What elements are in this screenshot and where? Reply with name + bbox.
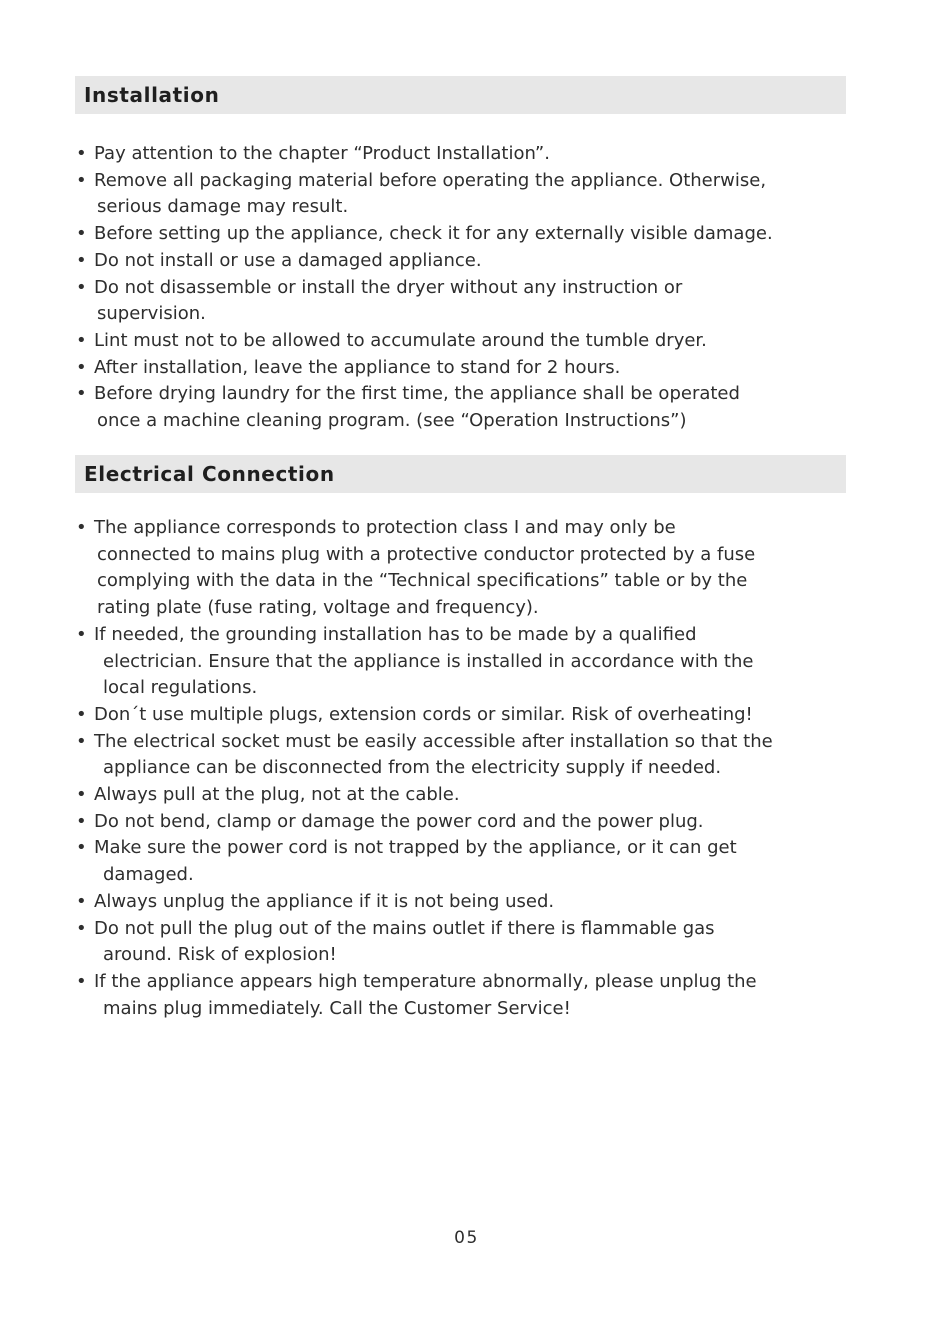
bullet-dot: • — [76, 169, 87, 191]
list-item — [76, 248, 846, 275]
bullet-dot: • — [76, 784, 87, 806]
list-item — [76, 381, 846, 434]
bullet-dot: • — [76, 356, 87, 378]
list-item-text-line: connected to mains plug with a protective conductor protected by a fuse — [97, 543, 756, 565]
list-item-text-line: serious damage may result. — [97, 196, 349, 218]
list-item — [76, 702, 846, 729]
list-item-text-line: Always pull at the plug, not at the cable. — [94, 784, 460, 806]
bullet-dot: • — [76, 276, 87, 298]
list-item — [76, 916, 846, 969]
bullet-dot: • — [76, 730, 87, 752]
list-item-text-line: rating plate (fuse rating, voltage and frequency). — [97, 597, 539, 619]
bullet-dot: • — [76, 143, 87, 164]
page-number: 05 — [454, 1228, 479, 1248]
list-item-text-line: Before setting up the appliance, check it for any externally visible damage. — [94, 223, 773, 245]
electrical-connection-list — [76, 515, 846, 1022]
list-item — [76, 221, 846, 248]
list-item-text-line: If the appliance appears high temperature abnormally, please unplug the — [94, 970, 757, 992]
list-item — [76, 622, 846, 702]
list-item-text-line: The appliance corresponds to protection class I and may only be — [94, 517, 676, 538]
list-item-text-line: once a machine cleaning program. (see “Operation Instructions”) — [97, 410, 687, 432]
list-item-text-line: Do not bend, clamp or damage the power cord and the power plug. — [94, 810, 704, 832]
bullet-dot: • — [76, 223, 87, 245]
list-item — [76, 141, 846, 168]
list-item-text-line: Don´t use multiple plugs, extension cords or similar. Risk of overheating! — [94, 703, 753, 725]
bullet-dot: • — [76, 917, 87, 939]
list-item — [76, 889, 846, 916]
list-item-text-line: damaged. — [103, 864, 194, 886]
list-item-text-line: complying with the data in the “Technical specifications” table or by the — [97, 570, 748, 592]
list-item-text-line: If needed, the grounding installation has to be made by a qualified — [94, 623, 697, 645]
list-item-text-line: Do not pull the plug out of the mains outlet if there is flammable gas — [94, 917, 715, 939]
list-item-text-line: The electrical socket must be easily accessible after installation so that the — [94, 730, 773, 752]
bullet-dot: • — [76, 383, 87, 405]
list-item-text-line: electrician. Ensure that the appliance is installed in accordance with the — [103, 650, 754, 672]
bullet-dot: • — [76, 837, 87, 859]
bullet-dot: • — [76, 890, 87, 912]
installation-list — [76, 141, 846, 435]
list-item-text-line: around. Risk of explosion! — [103, 944, 337, 966]
installation-heading: Installation — [75, 76, 846, 114]
bullet-dot: • — [76, 623, 87, 645]
list-item — [76, 729, 846, 782]
bullet-dot: • — [76, 810, 87, 832]
bullet-dot: • — [76, 703, 87, 725]
list-item — [76, 355, 846, 382]
list-item-text-line: Lint must not to be allowed to accumulate around the tumble dryer. — [94, 329, 707, 351]
list-item — [76, 835, 846, 888]
list-item-text-line: mains plug immediately. Call the Customer Service! — [103, 997, 571, 1019]
bullet-dot: • — [76, 517, 87, 538]
list-item-text-line: Remove all packaging material before operating the appliance. Otherwise, — [94, 169, 767, 191]
list-item-text-line: appliance can be disconnected from the electricity supply if needed. — [103, 757, 722, 779]
bullet-dot: • — [76, 970, 87, 992]
list-item-text-line: After installation, leave the appliance to stand for 2 hours. — [94, 356, 621, 378]
list-item — [76, 168, 846, 221]
list-item — [76, 782, 846, 809]
list-item-text-line: Do not disassemble or install the dryer without any instruction or — [94, 276, 683, 298]
list-item-text-line: Always unplug the appliance if it is not being used. — [94, 890, 555, 912]
list-item-text-line: local regulations. — [103, 677, 258, 699]
list-item-text-line: supervision. — [97, 303, 206, 325]
list-item-text-line: Pay attention to the chapter “Product Installation”. — [94, 143, 550, 164]
list-item — [76, 275, 846, 328]
bullet-dot: • — [76, 329, 87, 351]
list-item — [76, 328, 846, 355]
list-item — [76, 969, 846, 1022]
list-item — [76, 809, 846, 836]
bullet-dot: • — [76, 249, 87, 271]
list-item-text-line: Make sure the power cord is not trapped by the appliance, or it can get — [94, 837, 737, 859]
list-item-text-line: Before drying laundry for the first time, the appliance shall be operated — [94, 383, 740, 405]
list-item — [76, 515, 846, 622]
list-item-text-line: Do not install or use a damaged appliance. — [94, 249, 482, 271]
electrical-connection-heading: Electrical Connection — [75, 455, 846, 493]
